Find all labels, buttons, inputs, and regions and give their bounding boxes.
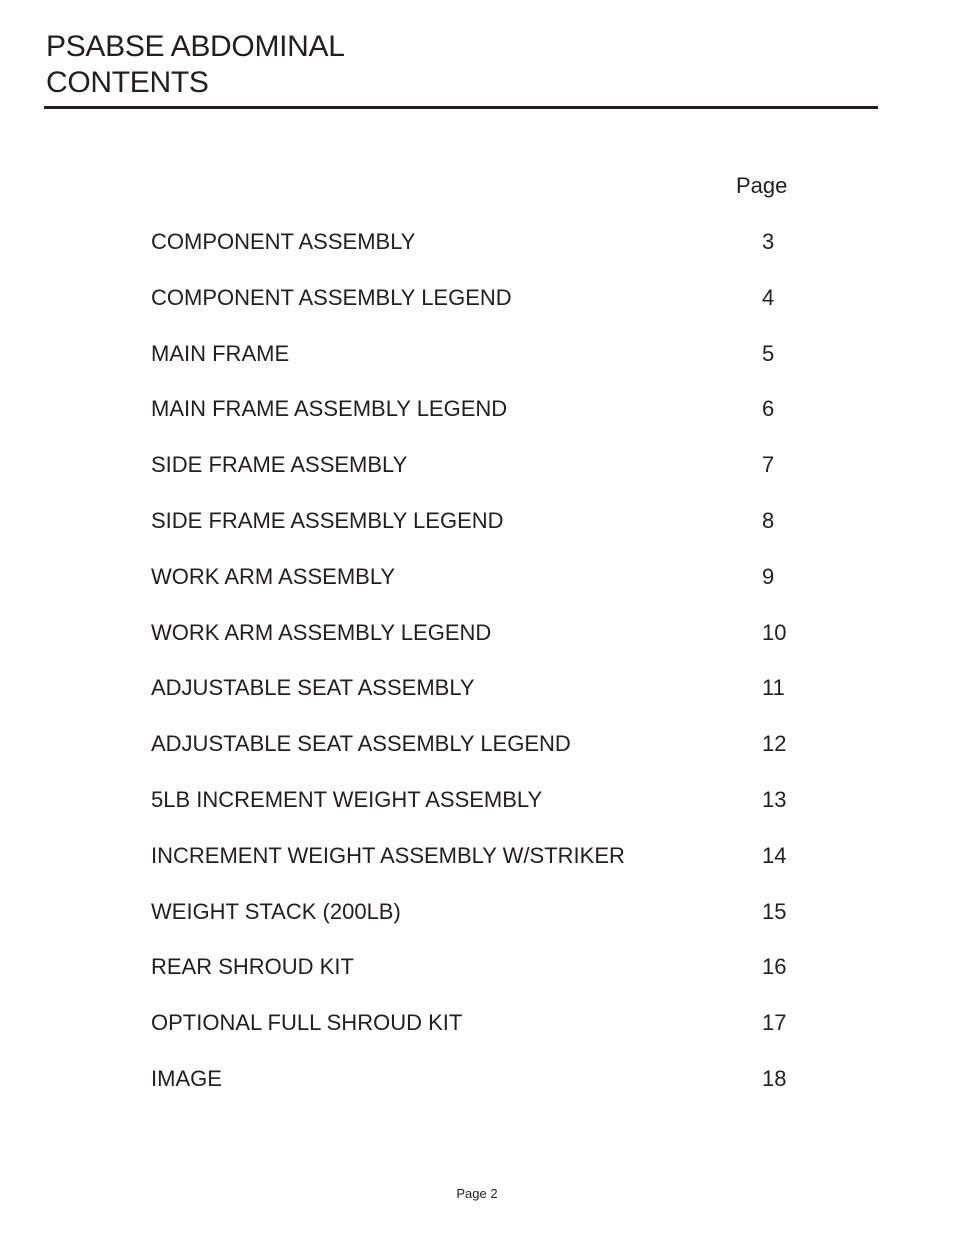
toc-entry-title: ADJUSTABLE SEAT ASSEMBLY LEGEND [151,731,571,757]
toc-entry-page-number: 8 [762,507,775,533]
toc-entry-title: COMPONENT ASSEMBLY [151,229,416,254]
toc-entry [151,786,811,842]
toc-entry-page-number: 15 [762,898,787,924]
toc-entry-title: 5LB INCREMENT WEIGHT ASSEMBLY [151,786,543,812]
toc-entry-page-number: 12 [762,731,787,757]
toc-entry-page-number: 16 [762,954,787,980]
toc-entry [151,395,811,451]
toc-entry-page-number: 18 [762,1065,787,1091]
toc-entry-title: IMAGE [151,1065,222,1091]
toc-entry [151,340,811,396]
toc-entry-page-number: 3 [762,229,775,254]
toc-entry-title: WORK ARM ASSEMBLY [151,563,396,589]
toc-entry-title: COMPONENT ASSEMBLY LEGEND [151,284,512,310]
toc-entry-title: WEIGHT STACK (200LB) [151,898,401,924]
toc-entry [151,674,811,730]
toc-entry-page-number: 10 [762,619,787,645]
toc-entry-title: ADJUSTABLE SEAT ASSEMBLY [151,675,475,701]
table-of-contents [151,228,811,1121]
toc-entry-page-number: 14 [762,842,787,868]
toc-entry [151,563,811,619]
document-title-line-2: CONTENTS [46,66,209,99]
toc-entry-page-number: 4 [762,284,775,310]
toc-entry [151,507,811,563]
document-title-line-1: PSABSE ABDOMINAL [46,30,345,63]
toc-entry [151,1065,811,1121]
toc-entry [151,284,811,340]
toc-entry-page-number: 17 [762,1010,787,1036]
toc-entry-title: MAIN FRAME ASSEMBLY LEGEND [151,396,508,422]
toc-entry [151,451,811,507]
toc-entry-page-number: 6 [762,396,775,422]
toc-entry [151,842,811,898]
toc-entry [151,953,811,1009]
toc-entry-title: OPTIONAL FULL SHROUD KIT [151,1010,463,1036]
toc-entry-page-number: 9 [762,563,775,589]
toc-entry-title: SIDE FRAME ASSEMBLY [151,452,408,478]
page-column-label: Page [736,173,788,198]
page-number-footer: Page 2 [456,1186,498,1201]
header-divider [44,106,878,109]
toc-entry-title: MAIN FRAME [151,340,290,366]
toc-entry-page-number: 5 [762,340,775,366]
toc-entry-page-number: 11 [762,675,785,701]
toc-entry-page-number: 13 [762,786,787,812]
toc-entry [151,619,811,675]
document-header [46,29,878,101]
toc-entry-page-number: 7 [762,452,775,478]
toc-entry-title: SIDE FRAME ASSEMBLY LEGEND [151,507,504,533]
toc-entry [151,730,811,786]
toc-entry [151,898,811,954]
toc-entry-title: WORK ARM ASSEMBLY LEGEND [151,619,492,645]
toc-entry [151,1009,811,1065]
toc-entry-title: REAR SHROUD KIT [151,954,354,980]
toc-entry-title: INCREMENT WEIGHT ASSEMBLY W/STRIKER [151,842,625,868]
toc-entry [151,228,811,284]
